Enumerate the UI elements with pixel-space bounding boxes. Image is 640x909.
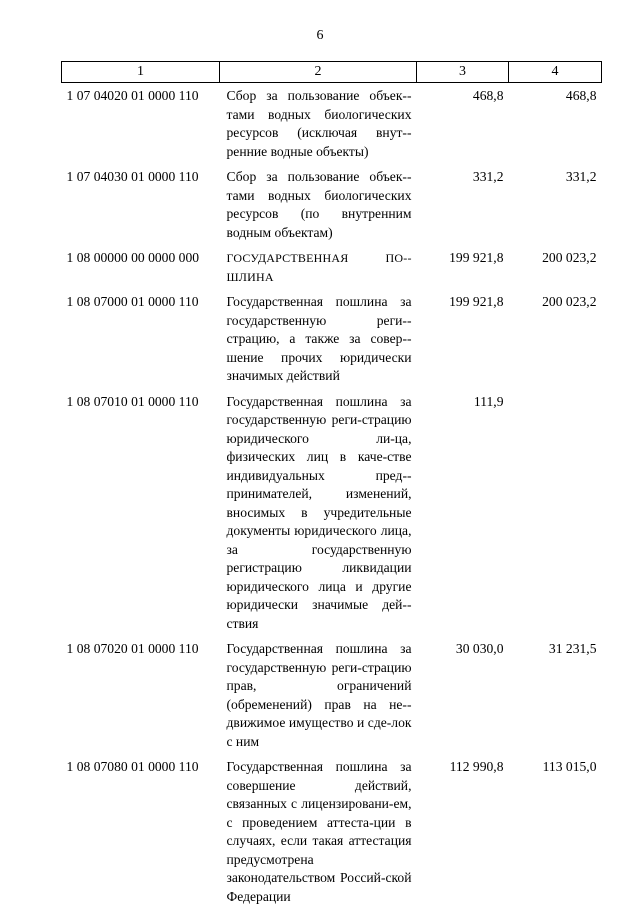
table-row bbox=[62, 389, 602, 637]
budget-code-cell: 1 08 07000 01 0000 110 bbox=[66, 294, 199, 309]
column-header-3: 3 bbox=[417, 62, 509, 83]
value-col3-cell: 199 921,8 bbox=[449, 250, 504, 265]
revenue-table bbox=[61, 61, 602, 909]
revenue-name-cell: Государственная пошлина за совершение действий, связанных с лицензировани-ем, с проведением аттеста-ции в случаях, если такая аттестация предусмотрена законодательством Россий-ской Федерации bbox=[226, 759, 412, 904]
column-header-1: 1 bbox=[62, 62, 220, 83]
value-col3-cell: 199 921,8 bbox=[449, 294, 504, 309]
column-header-2: 2 bbox=[220, 62, 417, 83]
value-col4-cell: 468,8 bbox=[565, 88, 597, 103]
page-number: 6 bbox=[316, 28, 324, 43]
table-row bbox=[62, 164, 602, 245]
column-header-4: 4 bbox=[509, 62, 602, 83]
value-col4-cell: 200 023,2 bbox=[542, 294, 597, 309]
table-row bbox=[62, 245, 602, 289]
value-col3-cell: 468,8 bbox=[472, 88, 504, 103]
value-col4-cell: 31 231,5 bbox=[548, 641, 597, 656]
table-row bbox=[62, 754, 602, 909]
revenue-name-cell: Сбор за пользование объек-тами водных биологических ресурсов (исключая внут-ренние водные объекты) bbox=[226, 88, 412, 159]
value-col4-cell bbox=[509, 389, 602, 637]
value-col3-cell: 111,9 bbox=[473, 393, 504, 409]
budget-code-cell: 1 07 04020 01 0000 110 bbox=[66, 88, 199, 103]
revenue-name-cell: Государственная пошлина за государственную реги-страцию, а также за совер-шение прочих юридически значимых действий bbox=[226, 294, 412, 383]
table-row bbox=[62, 289, 602, 389]
budget-code-cell: 1 08 07080 01 0000 110 bbox=[66, 759, 199, 774]
budget-code-cell: 1 07 04030 01 0000 110 bbox=[66, 169, 199, 184]
value-col4-cell: 200 023,2 bbox=[542, 250, 597, 265]
revenue-name-cell: Государственная пошлина за государственную реги-страцию прав, ограничений (обременений) прав на не-движимое имущество и сде-лок с ним bbox=[226, 641, 412, 749]
revenue-name-cell: Сбор за пользование объек-тами водных биологических ресурсов (по внутренним водным объектам) bbox=[226, 169, 412, 240]
value-col4-cell: 331,2 bbox=[565, 169, 597, 184]
value-col3-cell: 30 030,0 bbox=[455, 641, 504, 656]
budget-code-cell: 1 08 07010 01 0000 110 bbox=[66, 393, 199, 409]
value-col3-cell: 112 990,8 bbox=[449, 759, 504, 774]
value-col3-cell: 331,2 bbox=[472, 169, 504, 184]
table-header-row bbox=[62, 62, 602, 83]
budget-code-cell: 1 08 00000 00 0000 000 bbox=[66, 250, 200, 265]
value-col4-cell: 113 015,0 bbox=[542, 759, 597, 774]
revenue-name-cell: ГОСУДАРСТВЕННАЯ ПО-ШЛИНА bbox=[226, 251, 412, 284]
budget-code-cell: 1 08 07020 01 0000 110 bbox=[66, 641, 199, 656]
table-row bbox=[62, 636, 602, 754]
revenue-name-cell: Государственная пошлина за государственную реги-страцию юридического ли-ца, физических лиц в каче-стве индивидуальных пред-принимателей, изменений, вносимых в учредительные документы юридического лица, за государственную регистрацию ликвидации юридического лица и другие юридически значимые дей-ствия bbox=[226, 393, 412, 631]
table-row bbox=[62, 83, 602, 165]
